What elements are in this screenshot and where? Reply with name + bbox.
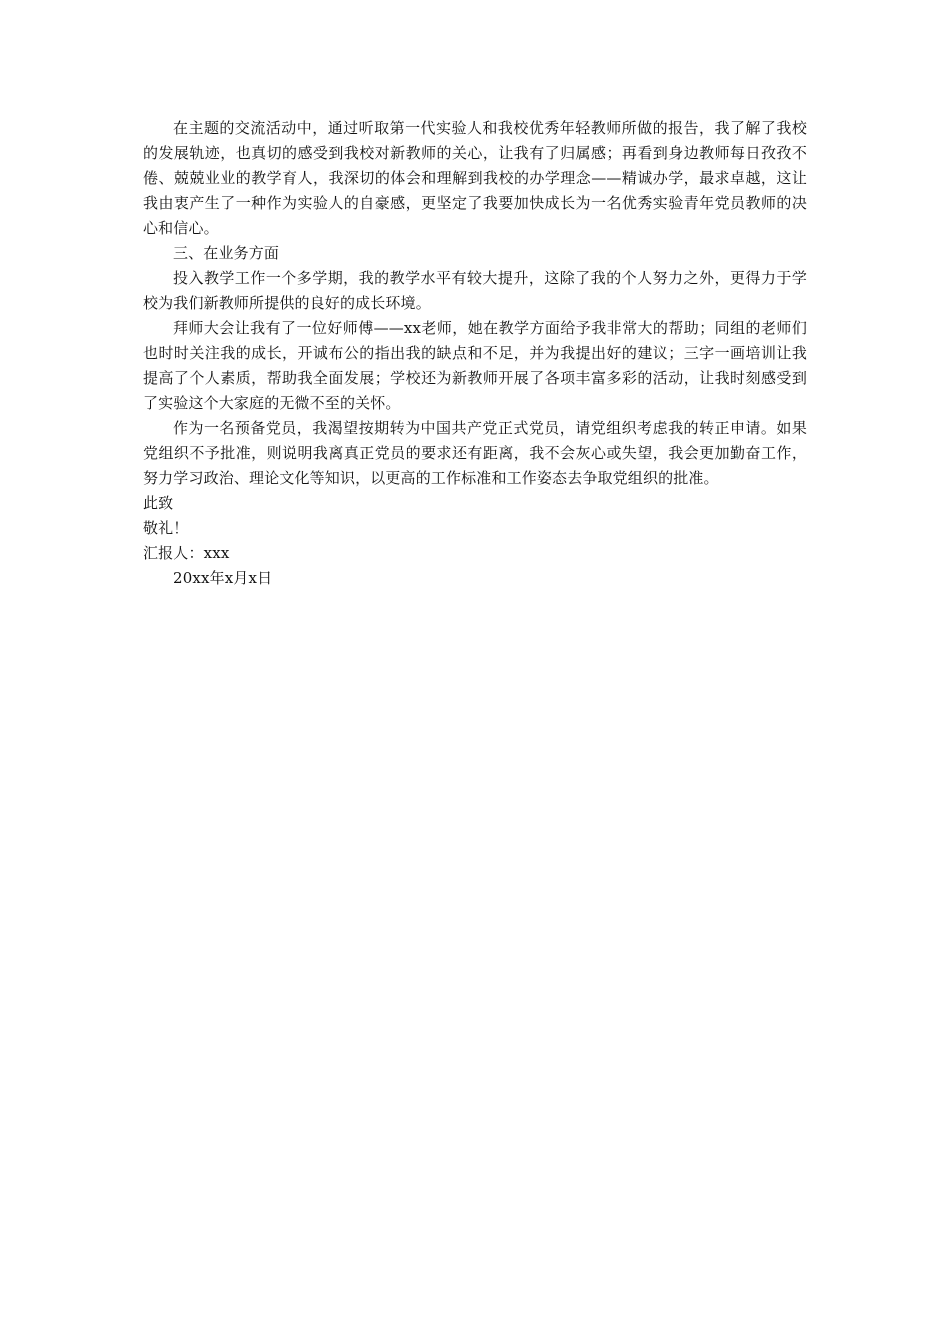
closing-regards: 敬礼！	[143, 519, 189, 537]
paragraph-exchange-activity: 在主题的交流活动中，通过听取第一代实验人和我校优秀年轻教师所做的报告，我了解了我校的发展轨迹，也真切的感受到我校对新教师的关心，让我有了归属感；再看到身边教师每日孜孜不倦、兢兢业业的教学育人，我深切的体会和理解到我校的办学理念——精诚办学，最求卓越，这让我由衷产生了一种作为实验人的自豪感，更坚定了我要加快成长为一名优秀实验青年党员教师的决心和信心。	[143, 119, 807, 237]
section-heading-business: 三、在业务方面	[173, 244, 280, 262]
document-body	[143, 116, 807, 591]
paragraph-application: 作为一名预备党员，我渴望按期转为中国共产党正式党员，请党组织考虑我的转正申请。如果党组织不予批准，则说明我离真正党员的要求还有距离，我不会灰心或失望，我会更加勤奋工作，努力学习政治、理论文化等知识，以更高的工作标准和工作姿态去争取党组织的批准。	[143, 419, 807, 487]
paragraph-teaching-progress: 投入教学工作一个多学期，我的教学水平有较大提升，这除了我的个人努力之外，更得力于学校为我们新教师所提供的良好的成长环境。	[143, 269, 807, 312]
paragraph-mentor: 拜师大会让我有了一位好师傅——xx老师，她在教学方面给予我非常大的帮助；同组的老师们也时时关注我的成长，开诚布公的指出我的缺点和不足，并为我提出好的建议；三字一画培训让我提高了个人素质，帮助我全面发展；学校还为新教师开展了各项丰富多彩的活动，让我时刻感受到了实验这个大家庭的无微不至的关怀。	[143, 319, 807, 412]
report-date: 20xx年x月x日	[173, 569, 273, 587]
closing-salutation: 此致	[143, 494, 174, 512]
reporter-signature: 汇报人：xxx	[143, 544, 230, 562]
